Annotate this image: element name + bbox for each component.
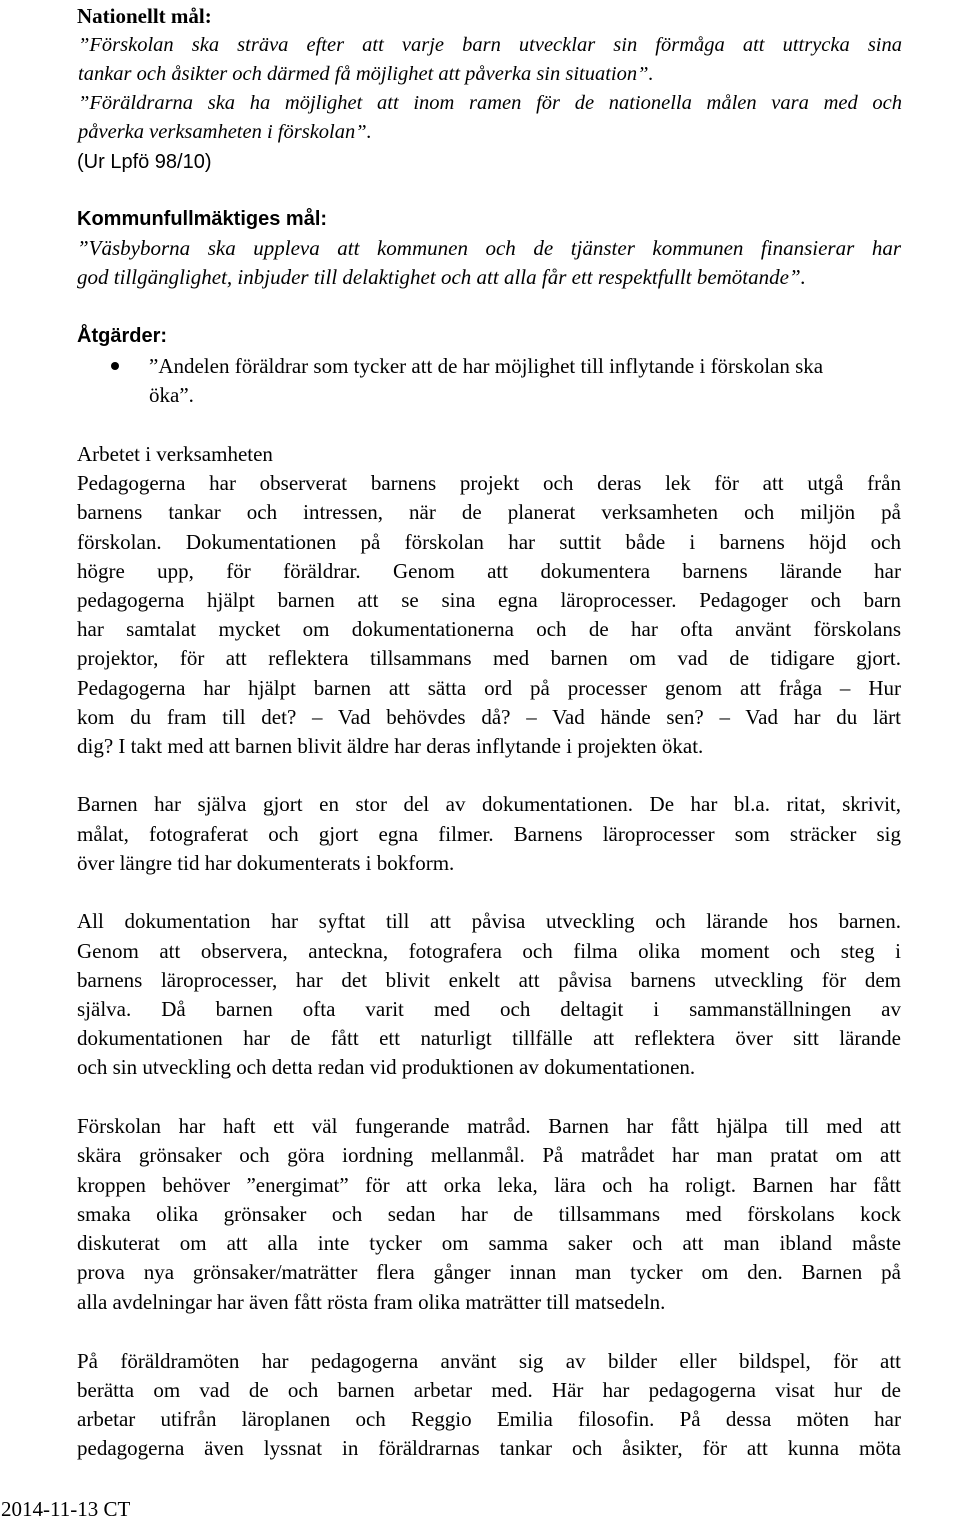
national-goal-line: tankar och åsikter och därmed få möjlighet att påverka sin situation”. <box>78 63 654 85</box>
paragraph-line: dig? I takt med att barnen blivit äldre har deras inflytande i projekten ökat. <box>77 734 704 758</box>
paragraph-line: arbetar utifrån läroplanen och Reggio Emilia filosofin. På dessa möten har <box>77 1407 901 1431</box>
action-item-line: ”Andelen föräldrar som tycker att de har möjlighet till inflytande i förskolan ska <box>149 354 824 378</box>
paragraph-line: barnens tankar och intressen, när de planerat verksamheten och miljön på <box>77 500 901 524</box>
national-goal-line: ”Föräldrarna ska ha möjlighet att inom ramen för de nationella målen vara med och <box>78 92 902 114</box>
paragraph-line: På föräldramöten har pedagogerna använt sig av bilder eller bildspel, för att <box>77 1349 901 1373</box>
national-goal-heading: Nationellt mål: <box>77 4 212 28</box>
paragraph-line: skära grönsaker och göra iordning mellanmål. På matrådet har man pratat om att <box>77 1143 901 1167</box>
paragraph-line: dokumentationen har de fått ett naturligt tillfälle att reflektera över sitt lärande <box>77 1026 901 1050</box>
paragraph-line: diskuterat om att alla inte tycker om samma saker och att man ibland måste <box>77 1231 901 1255</box>
national-goal-source: (Ur Lpfö 98/10) <box>77 151 212 173</box>
paragraph-line: projektor, för att reflektera tillsammans med barnen om vad de tidigare gjort. <box>77 646 901 670</box>
paragraph-line: över längre tid har dokumenterats i bokform. <box>77 851 455 875</box>
municipal-goal-line: god tillgänglighet, inbjuder till delaktighet och att alla får ett respektfullt bemötande”. <box>77 265 806 289</box>
municipal-goal-heading: Kommunfullmäktiges mål: <box>77 208 328 230</box>
footer-date: 2014-11-13 CT <box>1 1497 131 1521</box>
paragraph-line: själva. Då barnen ofta varit med och deltagit i sammanställningen av <box>77 997 901 1021</box>
paragraph-line: högre upp, för föräldrar. Genom att dokumentera barnens lärande har <box>77 559 901 583</box>
paragraph-line: berätta om vad de och barnen arbetar med. Här har pedagogerna visat hur de <box>77 1378 901 1402</box>
paragraph-line: Barnen har själva gjort en stor del av dokumentationen. De har bl.a. ritat, skrivit, <box>77 792 901 816</box>
paragraph-line: pedagogerna även lyssnat in föräldrarnas tankar och åsikter, för att kunna möta <box>77 1436 901 1460</box>
paragraph-line: alla avdelningar har även fått rösta fram olika maträtter till matsedeln. <box>77 1290 666 1314</box>
action-item-line: öka”. <box>149 383 194 407</box>
bullet-icon <box>111 362 119 370</box>
paragraph-line: prova nya grönsaker/maträtter flera gånger innan man tycker om den. Barnen på <box>77 1260 901 1284</box>
national-goal-line: påverka verksamheten i förskolan”. <box>78 121 372 143</box>
paragraph-line: kroppen behöver ”energimat” för att orka leka, lära och ha roligt. Barnen har fått <box>77 1173 901 1197</box>
national-goal-line: ”Förskolan ska sträva efter att varje barn utvecklar sin förmåga att uttrycka sina <box>78 34 902 56</box>
paragraph-line: pedagogerna hjälpt barnen att se sina egna läroprocesser. Pedagoger och barn <box>77 588 901 612</box>
work-heading: Arbetet i verksamheten <box>77 442 273 466</box>
paragraph-line: Förskolan har haft ett väl fungerande matråd. Barnen har fått hjälpa till med att <box>77 1114 901 1138</box>
paragraph-line: barnens läroprocesser, har det blivit enkelt att påvisa barnens utveckling för dem <box>77 968 901 992</box>
paragraph-line: förskolan. Dokumentationen på förskolan har suttit både i barnens höjd och <box>77 530 901 554</box>
paragraph-line: smaka olika grönsaker och sedan har de tillsammans med förskolans kock <box>77 1202 901 1226</box>
actions-heading: Åtgärder: <box>77 325 168 347</box>
municipal-goal-line: ”Väsbyborna ska uppleva att kommunen och de tjänster kommunen finansierar har <box>77 236 901 260</box>
paragraph-line: All dokumentation har syftat till att påvisa utveckling och lärande hos barnen. <box>77 909 901 933</box>
paragraph-line: Pedagogerna har observerat barnens projekt och deras lek för att utgå från <box>77 471 901 495</box>
paragraph-line: Genom att observera, anteckna, fotografera och filma olika moment och steg i <box>77 939 901 963</box>
paragraph-line: målat, fotograferat och gjort egna filmer. Barnens läroprocesser som sträcker sig <box>77 822 901 846</box>
paragraph-line: och sin utveckling och detta redan vid produktionen av dokumentationen. <box>77 1055 696 1079</box>
paragraph-line: Pedagogerna har hjälpt barnen att sätta ord på processer genom att fråga – Hur <box>77 676 901 700</box>
paragraph-line: har samtalat mycket om dokumentationerna och de har ofta använt förskolans <box>77 617 901 641</box>
paragraph-line: kom du fram till det? – Vad behövdes då? – Vad hände sen? – Vad har du lärt <box>77 705 901 729</box>
